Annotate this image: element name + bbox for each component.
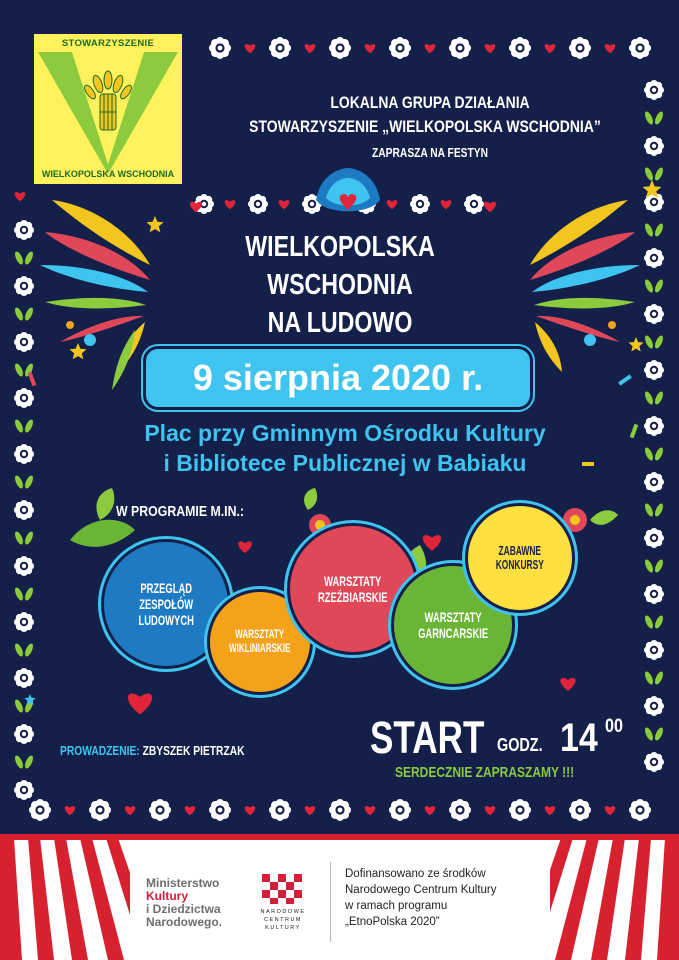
program-item-wicker-workshop: WARSZTATY WIKLINIARSKIE — [210, 592, 310, 692]
footer-divider — [330, 862, 331, 942]
program-item-contests: ZABAWNE KONKURSY — [468, 506, 572, 610]
folk-stripes-decoration — [0, 834, 679, 960]
host-line — [60, 744, 245, 758]
event-location-line1: Plac przy Gminnym Ośrodku Kultury — [144, 420, 546, 446]
program-label: W PROGRAMIE M.IN.: — [116, 504, 245, 520]
start-label: START — [370, 712, 485, 763]
host-name: ZBYSZEK PIETRZAK — [142, 744, 245, 758]
event-title-line2: NA LUDOWO — [267, 307, 413, 339]
association-name: STOWARZYSZENIE „WIELKOPOLSKA WSCHODNIA” — [249, 117, 601, 136]
ministry-logo: Ministerstwo Kultury i Dziedzictwa Narodowego. — [146, 876, 223, 929]
program-item-carving-workshop: WARSZTATY RZEŹBIARSKIE — [290, 526, 416, 652]
start-hour: 14 — [560, 716, 598, 760]
right-spray-ornament — [530, 200, 640, 372]
center-folk-emblem — [316, 168, 380, 211]
nck-text: NARODOWE CENTRUM KULTURY — [260, 909, 306, 931]
organizer-line: LOKALNA GRUPA DZIAŁANIA — [330, 93, 530, 112]
logo-v-emblem — [34, 34, 182, 184]
event-location — [60, 418, 630, 478]
event-date-banner — [146, 349, 530, 407]
invitation-tagline: SERDECZNIE ZAPRASZAMY !!! — [395, 764, 575, 781]
start-minutes: 00 — [605, 716, 623, 737]
funding-note: Dofinansowano ze środków Narodowego Centrum Kultury w ramach programu „EtnoPolska 2020” — [345, 868, 497, 928]
invitation-line: ZAPRASZA NA FESTYN — [372, 146, 488, 160]
association-logo — [34, 34, 182, 184]
program-item-folk-ensembles: PRZEGLĄD ZESPOŁÓW LUDOWYCH — [104, 542, 228, 666]
host-label: PROWADZENIE: — [60, 744, 140, 758]
event-title — [172, 228, 508, 342]
event-date: 9 sierpnia 2020 r. — [192, 357, 484, 398]
event-location-line2: i Bibliotece Publicznej w Babiaku — [163, 450, 527, 476]
program-item-pottery-workshop: WARSZTATY GARNCARSKIE — [394, 566, 512, 684]
logo-top-text: STOWARZYSZENIE — [61, 38, 155, 49]
event-title-line1: WIELKOPOLSKA WSCHODNIA — [245, 231, 435, 301]
left-spray-ornament — [40, 200, 150, 390]
nck-crown-logo — [262, 870, 302, 906]
start-godz-label: GODZ. — [497, 735, 543, 755]
sponsor-footer — [0, 834, 679, 960]
logo-bottom-text: WIELKOPOLSKA WSCHODNIA — [41, 169, 175, 179]
